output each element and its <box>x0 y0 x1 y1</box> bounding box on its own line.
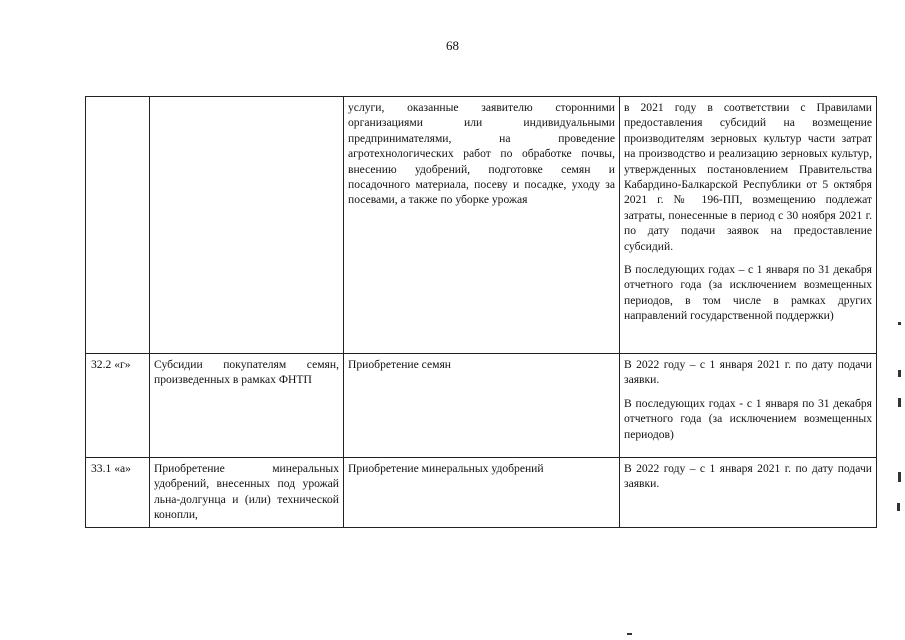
subsidy-name-cell: Приобретение минеральных удобрений, внесенных под урожай льна-долгунца и (или) технической конопли, <box>150 458 344 528</box>
eligible-costs-cell: Приобретение минеральных удобрений <box>344 458 620 528</box>
period-paragraph: В 2022 году – с 1 января 2021 г. по дату подачи заявки. <box>624 462 872 491</box>
page-number: 68 <box>446 38 459 53</box>
row-number-cell: 33.1 «а» <box>86 458 150 528</box>
scan-mark <box>898 472 901 482</box>
period-paragraph: В 2022 году – с 1 января 2021 г. по дату подачи заявки. <box>624 358 872 387</box>
eligible-costs-cell: Приобретение семян <box>344 354 620 458</box>
table-row <box>86 97 877 354</box>
period-paragraph: В последующих годах - с 1 января по 31 декабря отчетного года (за исключением возмещенных периодов) <box>624 396 872 441</box>
table-row <box>86 458 877 528</box>
table-row <box>86 354 877 458</box>
scan-mark <box>898 322 901 325</box>
scan-mark <box>898 398 901 407</box>
scan-mark <box>897 503 900 511</box>
row-number-cell: 32.2 «г» <box>86 354 150 458</box>
row-number-cell <box>86 97 150 354</box>
subsidy-name-cell <box>150 97 344 354</box>
period-paragraph: в 2021 году в соответствии с Правилами предоставления субсидий на возмещение производителям зерновых культур части затрат на производство и реализацию зерновых культур, утвержденных постановлением Правительства Кабардино-Балкарской Республики от 5 октября 2021 г. № 196-ПП, возмещению подлежат затраты, понесенные в период с 30 ноября 2021 г. по дату подачи заявок на предоставление субсидий. <box>624 101 872 253</box>
scan-mark <box>898 370 901 377</box>
period-cell <box>620 97 877 354</box>
period-cell <box>620 458 877 528</box>
subsidy-name-cell: Субсидии покупателям семян, произведенных в рамках ФНТП <box>150 354 344 458</box>
scan-mark <box>627 633 632 635</box>
period-paragraph: В последующих годах – с 1 января по 31 декабря отчетного года (за исключением возмещенных периодов, в том числе в рамках других направлений государственной поддержки) <box>624 263 872 323</box>
eligible-costs-cell: услуги, оказанные заявителю сторонними организациями или индивидуальными предпринимателями, на проведение агротехнологических работ по обработке почвы, внесению удобрений, подготовке семян и посадочного материала, посеву и посадке, уходу за посевами, а также по уборке урожая <box>344 97 620 354</box>
period-cell <box>620 354 877 458</box>
subsidy-table <box>85 96 877 528</box>
